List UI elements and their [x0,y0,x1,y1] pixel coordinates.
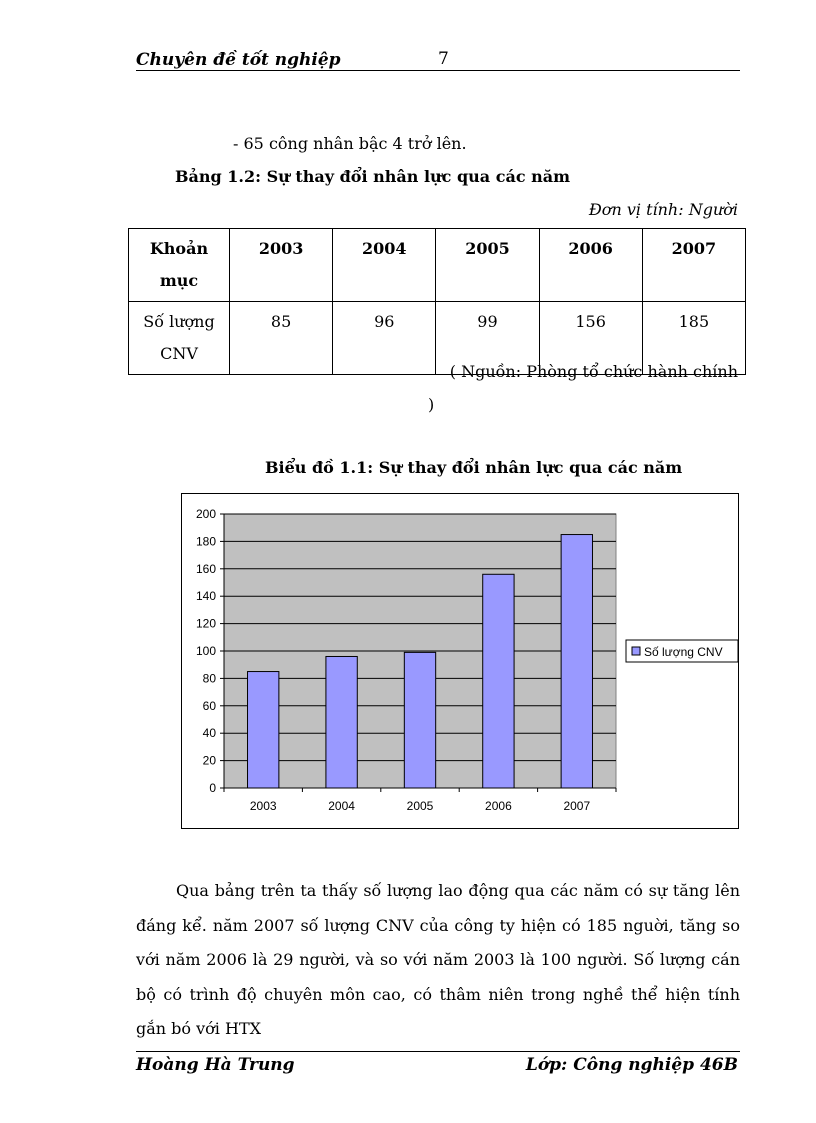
x-tick-label: 2003 [249,799,277,813]
chart-legend [626,640,738,662]
table-cell: 96 [333,302,436,375]
source-note-close: ) [428,395,435,414]
table-cell: 156 [539,302,642,375]
bar [404,652,435,788]
table-header-year: 2006 [539,229,642,302]
y-tick-label: 100 [195,644,216,658]
y-tick-label: 40 [202,726,216,741]
bar [483,574,514,788]
table-cell: 99 [436,302,539,375]
y-tick-label: 80 [202,671,216,686]
body-paragraph [136,874,740,1047]
table-title: Bảng 1.2: Sự thay đổi nhân lực qua các năm [175,167,571,186]
table-header-year: 2004 [333,229,436,302]
legend-label: Số lượng CNV [644,645,723,659]
y-tick-label: 160 [195,561,216,576]
x-tick-label: 2006 [485,799,512,813]
staff-table [128,228,746,375]
bar [248,672,279,788]
y-tick-label: 20 [202,753,216,768]
paragraph-text: Qua bảng trên ta thấy số lượng lao động qua các năm có sự tăng lên đáng kể. năm 2007 số lượng CNV của công ty hiện có 185 nguời, tăng so với năm 2006 là 29 người, và so với năm 2003 là 100 người. Số lượng cán bộ có trình độ chuyên môn cao, có thâm niên trong nghề thể hiện tính gắn bó với HTX [136,881,740,1038]
source-note: ( Nguồn: Phòng tổ chức hành chính [449,362,738,381]
table-header-row [129,229,746,302]
chart-frame [181,493,739,829]
bar-chart [182,494,738,828]
page-header-title: Chuyên đề tốt nghiệp [136,50,341,70]
footer-author: Hoàng Hà Trung [136,1055,295,1075]
page-number: 7 [438,49,449,69]
y-tick-label: 0 [209,781,216,795]
unit-note: Đơn vị tính: Người [588,200,738,219]
table-header-year: 2003 [230,229,333,302]
table-cell: 85 [230,302,333,375]
table-header-label: Khoản mục [129,229,230,302]
footer-class: Lớp: Công nghiệp 46B [525,1055,738,1075]
table-header-year: 2005 [436,229,539,302]
x-tick-label: 2005 [406,799,434,813]
bar [561,535,592,788]
chart-title: Biểu đồ 1.1: Sự thay đổi nhân lực qua các năm [265,458,683,477]
table-header-year: 2007 [642,229,745,302]
bar [326,656,357,788]
y-tick-label: 180 [195,534,216,549]
table-cell: 185 [642,302,745,375]
y-tick-label: 60 [202,698,216,713]
header-rule [136,70,740,71]
table-row-label: Số lượng CNV [129,302,230,375]
x-tick-label: 2004 [328,799,355,813]
bullet-line: - 65 công nhân bậc 4 trở lên. [233,134,467,153]
y-tick-label: 120 [195,616,216,631]
footer-rule [136,1051,740,1052]
x-tick-label: 2007 [563,799,591,813]
legend-swatch [632,647,640,655]
y-tick-label: 140 [195,589,216,604]
y-tick-label: 200 [195,507,216,521]
